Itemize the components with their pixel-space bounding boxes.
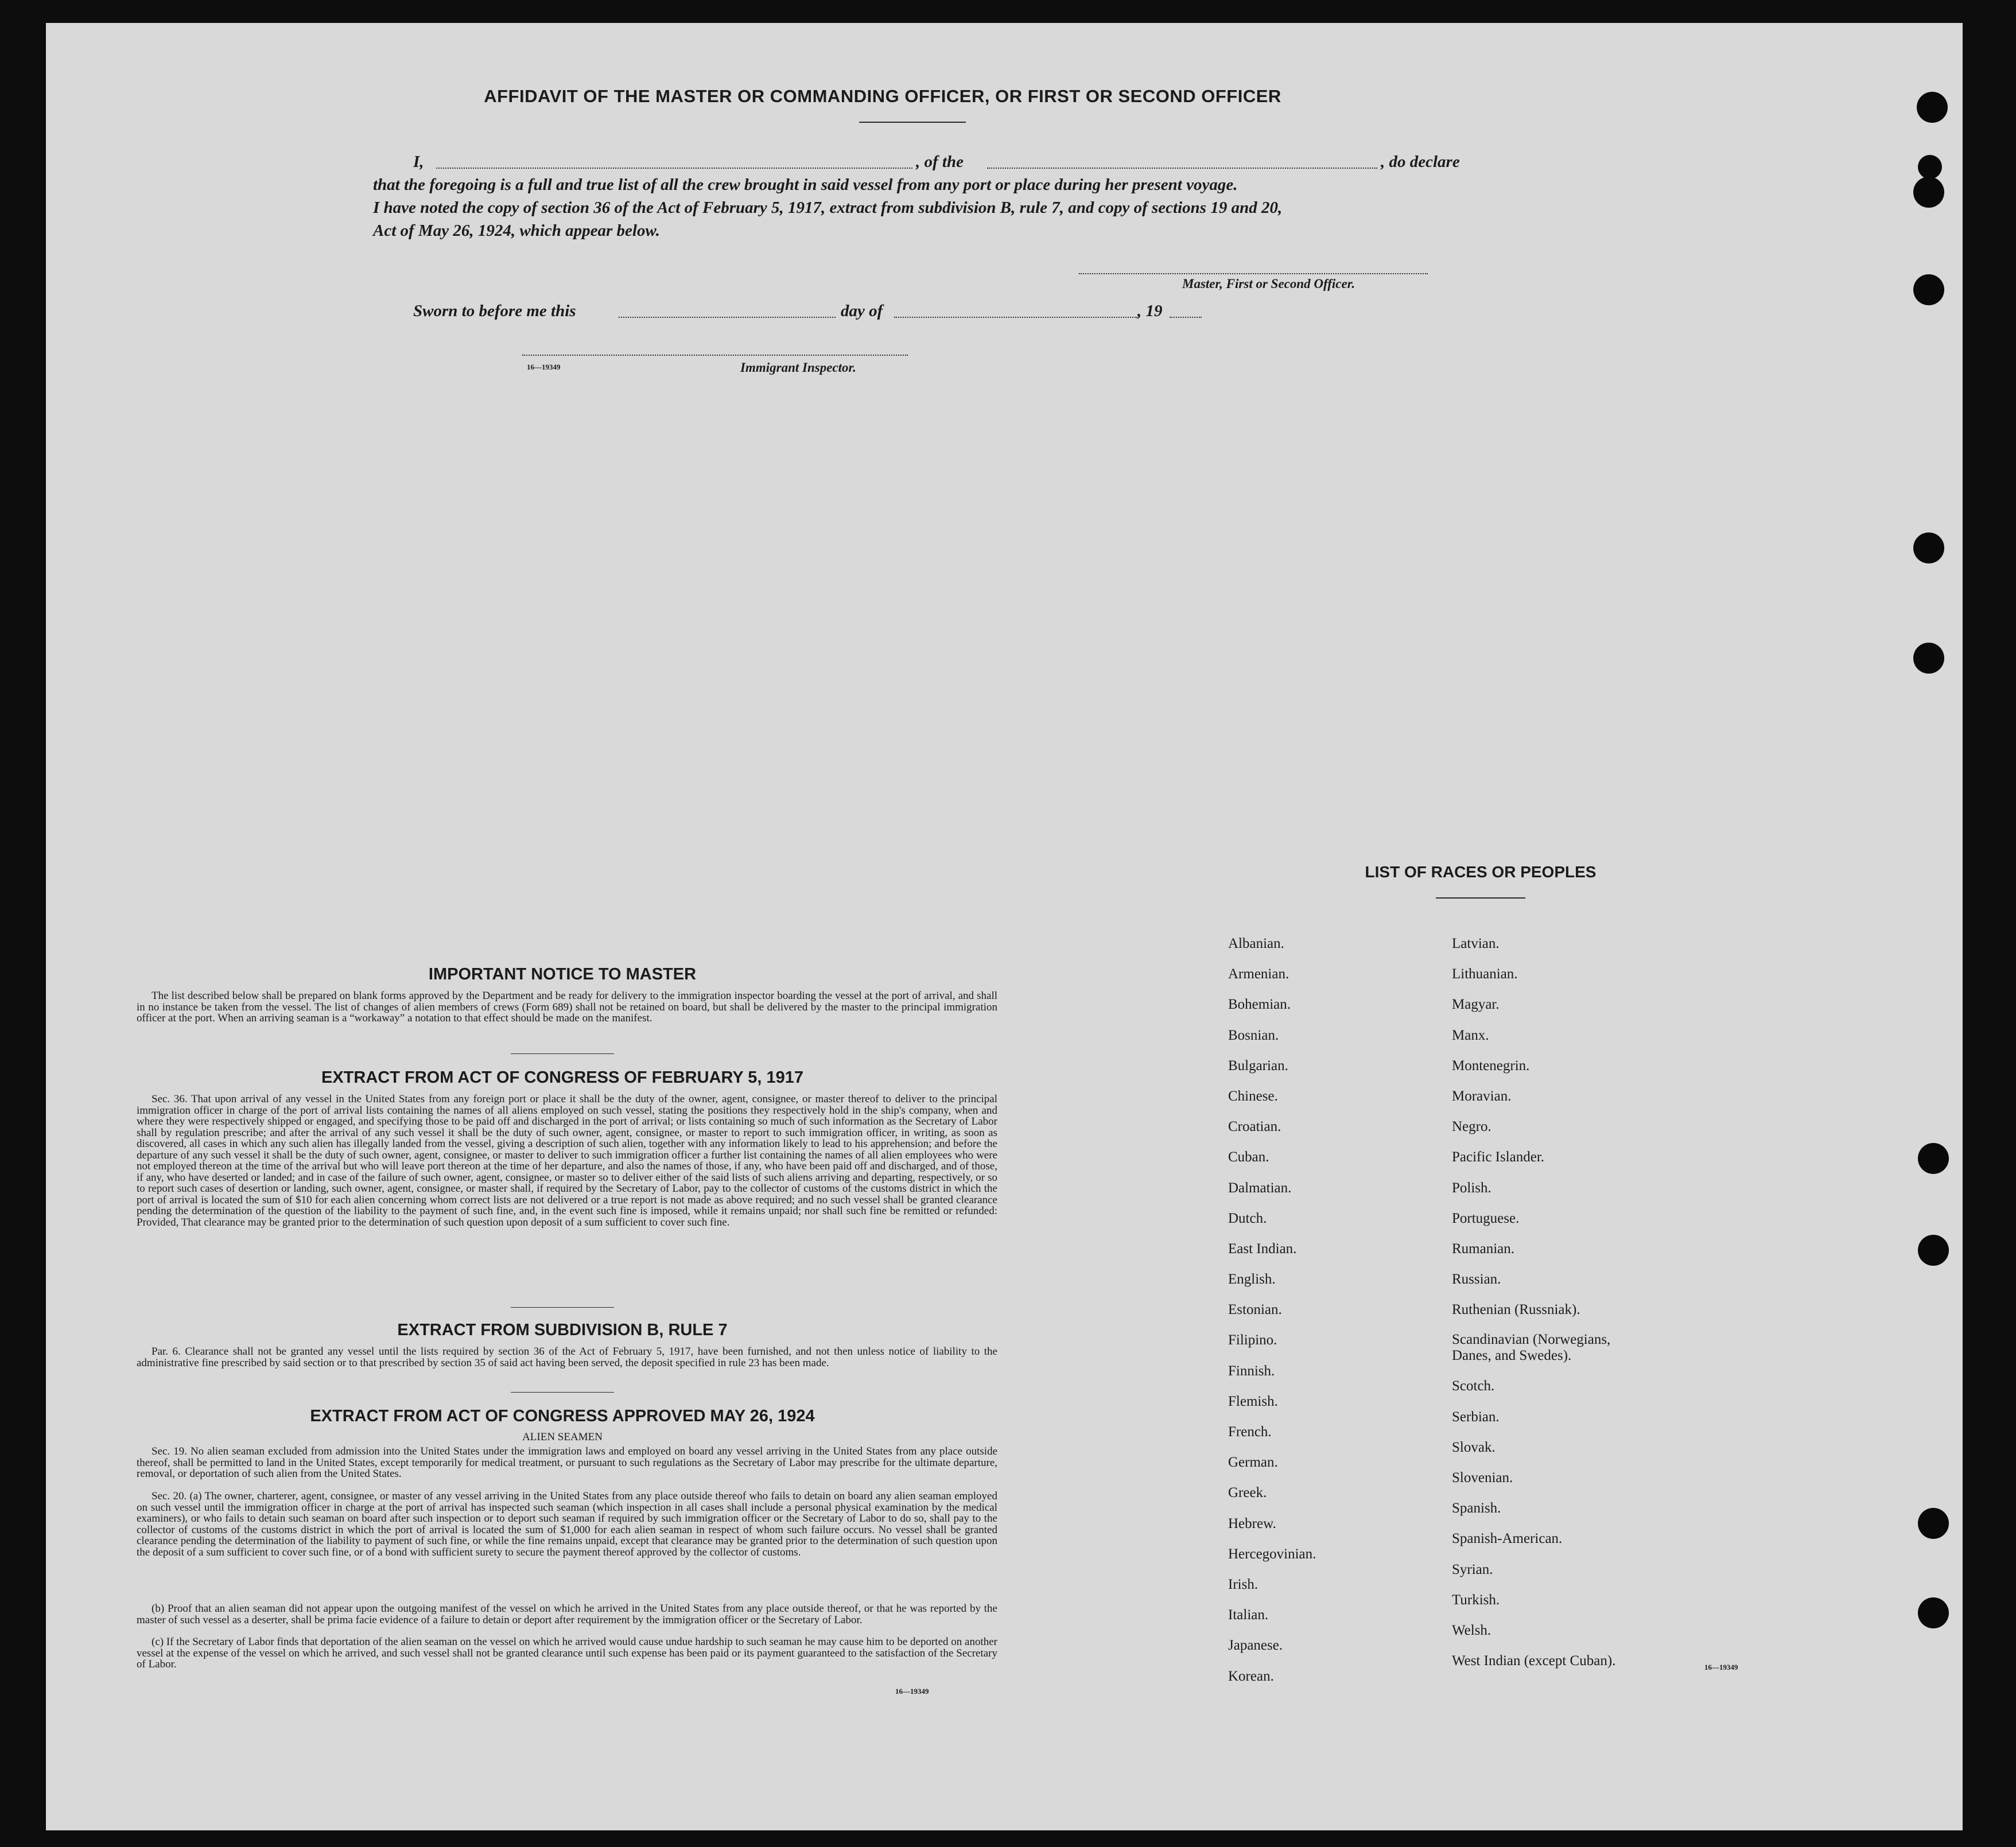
punch-hole bbox=[1913, 532, 1944, 563]
extract-1917-text: Sec. 36. That upon arrival of any vessel in the United States from any foreign port or place it shall be the duty of the owner, agent, consignee, or master thereof to deliver to the principal immigration officer in charge of the port of arrival lists containing the names of all aliens employed on such vessel, stating the positions they respectively hold in the ship's company, when and where they were respectively shipped or engaged, and specifying those to be paid off and discharged in the port of arrival; or lists containing so much of such information as the Secretary of Labor shall by regulation prescribe; and after the arrival of any such vessel it shall be the duty of such owner, agent, consignee, or master to report to such immigration officer, in writing, as soon as discovered, all cases in which any such alien has illegally landed from the vessel, giving a description of such alien, together with any information likely to lead to his apprehension; and before the departure of any such vessel it shall be the duty of such owner, agent, consignee, or master to deliver to such immigration officer a further list containing the names of all alien employees who were not employed thereon at the time of the arrival but who will leave port thereon at the time of her departure, and also the names of those, if any, who have been paid off and discharged, and of those, if any, who have deserted or landed; and in case of the failure of such owner, agent, consignee, or master so to deliver either of the said lists of such aliens arriving and departing, respectively, or so to report such cases of desertion or landing, such owner, agent, consignee, or master shall, if required by the Secretary of Labor, pay to the collector of customs of the customs district in which the port of arrival is located the sum of $10 for each alien concerning whom correct lists are not delivered or a true report is not made as above required; and no such vessel shall be granted clearance pending the determination of the question of the liability to the payment of such fine, and, in the event such fine is imposed, while it remains unpaid; nor shall such fine be remitted or refunded: Provided, That clearance may be granted prior to the determination of such question upon deposit of a sum sufficient to cover such fine. bbox=[137, 1093, 997, 1228]
race-item: Turkish. bbox=[1452, 1592, 1500, 1608]
race-item: Filipino. bbox=[1228, 1332, 1277, 1348]
race-item: Ruthenian (Russniak). bbox=[1452, 1302, 1580, 1318]
punch-hole bbox=[1913, 274, 1944, 305]
race-item: Spanish. bbox=[1452, 1500, 1501, 1517]
race-item: Italian. bbox=[1228, 1607, 1269, 1623]
affidavit-line-4: Act of May 26, 1924, which appear below. bbox=[373, 221, 660, 240]
punch-hole bbox=[1913, 177, 1944, 208]
race-item: French. bbox=[1228, 1424, 1272, 1440]
sworn-day-blank[interactable] bbox=[619, 317, 836, 318]
year-label: , 19 bbox=[1137, 302, 1163, 320]
form-number-notice: 16—19349 bbox=[895, 1687, 929, 1696]
race-item: Albanian. bbox=[1228, 936, 1284, 951]
notice-title: IMPORTANT NOTICE TO MASTER bbox=[428, 965, 697, 983]
race-item: Korean. bbox=[1228, 1668, 1274, 1684]
race-item: Negro. bbox=[1452, 1119, 1491, 1135]
races-left-column bbox=[1228, 928, 1435, 1692]
race-item: Chinese. bbox=[1228, 1088, 1278, 1104]
punch-hole bbox=[1918, 1597, 1949, 1628]
race-item: Dalmatian. bbox=[1228, 1180, 1292, 1196]
name-blank[interactable] bbox=[436, 168, 912, 169]
form-number-races: 16—19349 bbox=[1704, 1663, 1738, 1671]
punch-hole bbox=[1918, 1143, 1949, 1174]
officer-caption: Master, First or Second Officer. bbox=[1182, 277, 1355, 291]
divider bbox=[511, 1392, 614, 1393]
divider bbox=[511, 1307, 614, 1308]
race-item: Moravian. bbox=[1452, 1088, 1512, 1104]
race-item: Montenegrin. bbox=[1452, 1057, 1530, 1074]
race-item: Polish. bbox=[1452, 1180, 1491, 1196]
extract-1924-sec20c: (c) If the Secretary of Labor finds that deportation of the alien seaman on the vessel on which he arrived would cause undue hardship to such seaman he may cause him to be deported on another vessel at the expense of the vessel on which he arrived, and such vessel shall not be granted clearance until such expense has been paid or its payment guaranteed to the satisfaction of the Secretary of Labor. bbox=[137, 1636, 997, 1670]
race-item: English. bbox=[1228, 1271, 1276, 1288]
race-item: Flemish. bbox=[1228, 1393, 1278, 1409]
race-item: Serbian. bbox=[1452, 1409, 1500, 1425]
affidavit-i-label: I, bbox=[413, 153, 424, 171]
day-of-label: day of bbox=[841, 302, 883, 320]
extract-rule7-title: EXTRACT FROM SUBDIVISION B, RULE 7 bbox=[397, 1321, 728, 1339]
extract-1924-sec20a: Sec. 20. (a) The owner, charterer, agent, consignee, or master of any vessel arriving in the United States from any place outside thereof who fails to detain on board any alien seaman employed on such vessel until the immigration officer in charge at the port of arrival has inspected such seaman (which inspection in all cases shall include a personal physical examination by the medical examiners), or who fails to detain such seaman on board after such inspection or to deport such seaman if required by such immigration officer or the Secretary of Labor to do so, shall pay to the collector of customs of the customs district in which the port of arrival is located the sum of $1,000 for each alien seaman in respect of whom such failure occurs. No vessel shall be granted clearance pending the determination of the liability to payment of such fine, or while the fine remains unpaid, except that clearance may be granted prior to the determination of such question upon the deposit of a sum sufficient to cover such fine, or of a bond with sufficient surety to secure the payment thereof approved by the collector of customs. bbox=[137, 1490, 997, 1558]
race-item: Portuguese. bbox=[1452, 1210, 1520, 1226]
race-item: Croatian. bbox=[1228, 1119, 1281, 1135]
race-item: Japanese. bbox=[1228, 1638, 1283, 1654]
punch-hole bbox=[1917, 92, 1948, 123]
race-item: Syrian. bbox=[1452, 1561, 1493, 1577]
race-item: Manx. bbox=[1452, 1027, 1489, 1043]
race-item: Hercegovinian. bbox=[1228, 1546, 1316, 1562]
punch-hole bbox=[1918, 1508, 1949, 1539]
affidavit-title: AFFIDAVIT OF THE MASTER OR COMMANDING OFFICER, OR FIRST OR SECOND OFFICER bbox=[484, 86, 1281, 106]
race-item: German. bbox=[1228, 1455, 1278, 1471]
extract-1924-sec20b: (b) Proof that an alien seaman did not appear upon the outgoing manifest of the vessel on which he arrived in the United States from any place outside thereof, or that he was reported by the master of such vessel as a deserter, shall be prima facie evidence of a failure to detain or deport after requirement by the immigration officer or the Secretary of Labor. bbox=[137, 1603, 997, 1626]
race-item: Bulgarian. bbox=[1228, 1057, 1288, 1074]
race-item: Bosnian. bbox=[1228, 1027, 1279, 1043]
punch-hole bbox=[1918, 1235, 1949, 1266]
sworn-year-blank[interactable] bbox=[1170, 317, 1202, 318]
sworn-line bbox=[413, 300, 1251, 325]
race-item: Magyar. bbox=[1452, 997, 1500, 1013]
extract-1924-title: EXTRACT FROM ACT OF CONGRESS APPROVED MAY 26, 1924 bbox=[310, 1407, 815, 1425]
extract-1924-sec19: Sec. 19. No alien seaman excluded from admission into the United States under the immigration laws and employed on board any vessel arriving in the United States from any place outside thereof, shall be permitted to land in the United States, except temporarily for medical treatment, or pursuant to such regulations as the Secretary of Labor may prescribe for the ultimate departure, removal, or deportation of such alien from the United States. bbox=[137, 1445, 997, 1480]
extract-1924-subtitle: ALIEN SEAMEN bbox=[522, 1431, 603, 1443]
form-number-top: 16—19349 bbox=[527, 363, 561, 371]
race-item: Russian. bbox=[1452, 1271, 1501, 1288]
affidavit-line-1 bbox=[413, 150, 1526, 176]
race-item: Scotch. bbox=[1452, 1378, 1495, 1394]
race-item: Hebrew. bbox=[1228, 1515, 1276, 1531]
affidavit-line-2: that the foregoing is a full and true list of all the crew brought in said vessel from any port or place during her present voyage. bbox=[373, 176, 1238, 194]
race-item: Slovak. bbox=[1452, 1439, 1496, 1455]
race-item: Dutch. bbox=[1228, 1210, 1267, 1226]
race-item: Spanish-American. bbox=[1452, 1531, 1563, 1547]
race-item: Welsh. bbox=[1452, 1622, 1491, 1638]
extract-1917-title: EXTRACT FROM ACT OF CONGRESS OF FEBRUARY 5, 1917 bbox=[321, 1068, 804, 1087]
officer-signature-line[interactable] bbox=[1079, 273, 1428, 274]
punch-hole bbox=[1913, 643, 1944, 674]
sworn-month-blank[interactable] bbox=[894, 317, 1137, 318]
race-item: Greek. bbox=[1228, 1485, 1267, 1501]
race-item: Slovenian. bbox=[1452, 1470, 1513, 1486]
race-item: Lithuanian. bbox=[1452, 966, 1518, 982]
affidavit-line-3: I have noted the copy of section 36 of the Act of February 5, 1917, extract from subdivision B, rule 7, and copy of sections 19 and 20, bbox=[373, 199, 1283, 217]
race-item: Armenian. bbox=[1228, 966, 1289, 982]
notice-text: The list described below shall be prepared on blank forms approved by the Department and be ready for delivery to the immigration inspector boarding the vessel at the port of arrival, and shall in no instance be taken from the vessel. The list of changes of alien members of crews (Form 689) shall not be retained on board, but shall be delivered by the master to the principal immigration officer at the port. When an arriving seaman is a “workaway” a notation to that effect should be made on the manifest. bbox=[137, 990, 997, 1024]
divider bbox=[859, 122, 966, 123]
vessel-blank[interactable] bbox=[987, 168, 1377, 169]
inspector-caption: Immigrant Inspector. bbox=[740, 360, 856, 375]
race-item: East Indian. bbox=[1228, 1241, 1297, 1257]
race-item: Latvian. bbox=[1452, 936, 1500, 951]
inspector-signature-line[interactable] bbox=[522, 355, 908, 356]
race-item: Pacific Islander. bbox=[1452, 1149, 1545, 1165]
race-item: Finnish. bbox=[1228, 1363, 1275, 1379]
race-item: Estonian. bbox=[1228, 1302, 1282, 1318]
race-item: Rumanian. bbox=[1452, 1241, 1515, 1257]
divider bbox=[511, 1053, 614, 1054]
punch-hole bbox=[1918, 155, 1942, 179]
race-item: Scandinavian (Norwegians, Danes, and Swedes). bbox=[1452, 1332, 1611, 1364]
document-page bbox=[46, 23, 1963, 1830]
races-right-column bbox=[1452, 928, 1750, 1676]
extract-rule7-text: Par. 6. Clearance shall not be granted any vessel until the lists required by section 36 of the Act of February 5, 1917, have been furnished, and not then unless notice of liability to the administrative fine prescribed by said section or to that prescribed by section 35 of said act having been served, the deposit specified in rule 23 has been made. bbox=[137, 1346, 997, 1369]
race-item: Cuban. bbox=[1228, 1149, 1269, 1165]
divider bbox=[1436, 897, 1525, 899]
of-the-label: , of the bbox=[916, 153, 964, 171]
do-declare-label: , do declare bbox=[1381, 153, 1460, 171]
sworn-label: Sworn to before me this bbox=[413, 302, 576, 320]
race-item: Bohemian. bbox=[1228, 997, 1291, 1013]
race-item: Irish. bbox=[1228, 1576, 1258, 1592]
race-item: West Indian (except Cuban). bbox=[1452, 1653, 1616, 1669]
races-title: LIST OF RACES OR PEOPLES bbox=[1365, 863, 1597, 881]
